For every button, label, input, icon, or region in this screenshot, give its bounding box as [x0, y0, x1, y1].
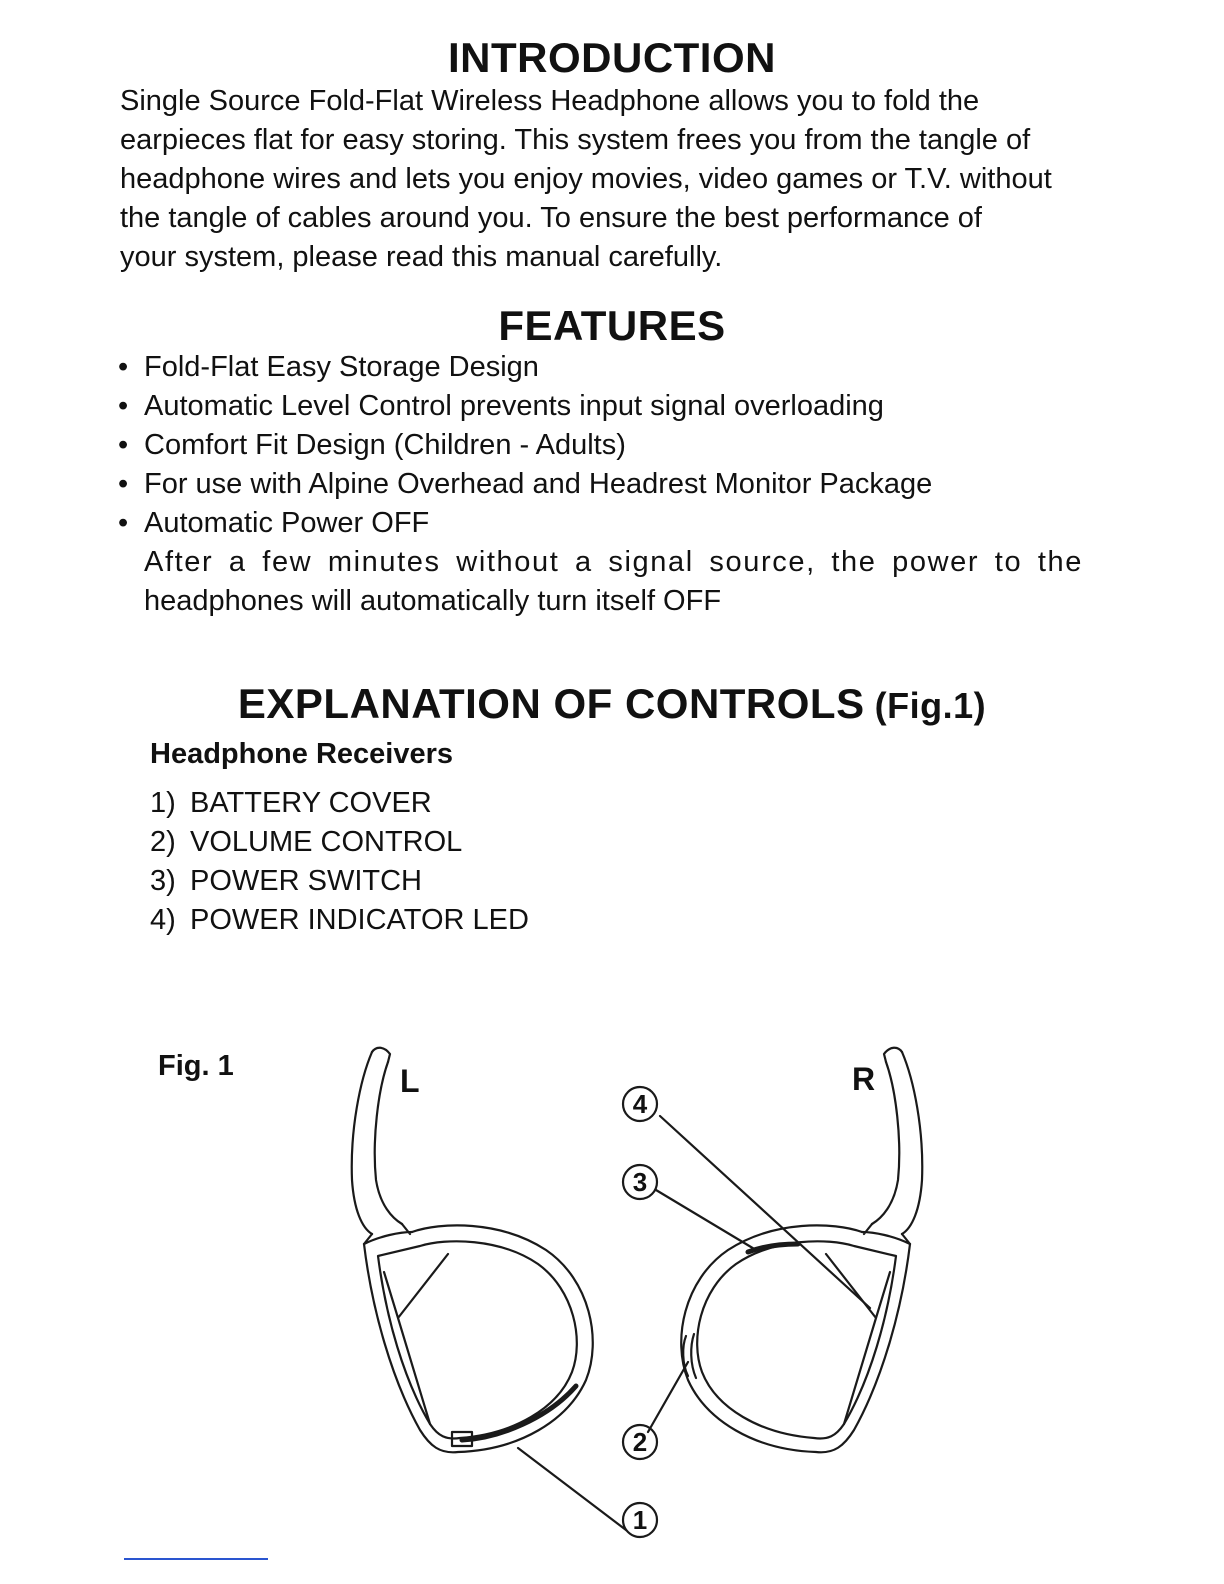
callout-2-leader	[648, 1362, 688, 1432]
control-number: 3)	[150, 865, 176, 897]
intro-line: Single Source Fold-Flat Wireless Headphone allows you to fold the	[120, 85, 980, 117]
callout-4-number: 4	[632, 1089, 648, 1119]
right-headband-arm	[902, 1052, 922, 1234]
intro-line: earpieces flat for easy storing. This system frees you from the tangle of	[120, 124, 1031, 156]
feature-text: Comfort Fit Design (Children - Adults)	[144, 429, 626, 461]
feature-text: Fold-Flat Easy Storage Design	[144, 351, 539, 383]
callout-1-number: 1	[632, 1505, 648, 1535]
controls-fig-ref: (Fig.1)	[874, 685, 987, 726]
right-volume-control	[683, 1334, 696, 1378]
feature-text: For use with Alpine Overhead and Headrest Monitor Package	[144, 468, 933, 500]
bullet-icon: •	[118, 468, 129, 500]
right-side-marker: R	[852, 1061, 876, 1097]
control-label: BATTERY COVER	[190, 787, 432, 819]
feature-text: Automatic Power OFF	[144, 507, 430, 539]
callout-3-leader	[656, 1190, 756, 1250]
intro-line: the tangle of cables around you. To ensure the best performance of	[120, 202, 982, 234]
control-number: 2)	[150, 826, 176, 858]
bullet-icon: •	[118, 507, 129, 539]
controls-title: EXPLANATION OF CONTROLS	[237, 680, 865, 727]
right-headband-tip	[884, 1048, 902, 1062]
introduction-heading: INTRODUCTION	[448, 34, 776, 81]
right-hinge	[862, 1224, 910, 1244]
control-label: POWER INDICATOR LED	[190, 904, 529, 936]
control-label: VOLUME CONTROL	[190, 826, 463, 858]
callout-1-leader	[518, 1448, 626, 1530]
left-side-marker: L	[400, 1063, 420, 1099]
control-number: 1)	[150, 787, 176, 819]
bullet-icon: •	[118, 429, 129, 461]
left-headphone-illustration	[352, 1048, 593, 1453]
intro-line: your system, please read this manual carefully.	[120, 241, 723, 273]
feature-text: Automatic Level Control prevents input signal overloading	[144, 390, 884, 422]
left-headband-tip	[372, 1048, 390, 1062]
power-off-note-line: headphones will automatically turn itself OFF	[144, 585, 722, 617]
right-headband-arm-inner	[872, 1062, 899, 1224]
callout-3-number: 3	[632, 1167, 648, 1197]
controls-subtitle: Headphone Receivers	[150, 738, 454, 770]
right-headphone-illustration	[681, 1048, 922, 1453]
control-number: 4)	[150, 904, 176, 936]
footer-rule	[124, 1558, 268, 1560]
control-label: POWER SWITCH	[190, 865, 422, 897]
left-headband-arm-inner	[375, 1062, 402, 1224]
intro-line: headphone wires and lets you enjoy movies, video games or T.V. without	[120, 163, 1052, 195]
left-earcup-body	[364, 1225, 593, 1452]
callout-2-number: 2	[632, 1427, 648, 1457]
power-off-note-line: After a few minutes without a signal source, the power to the	[144, 546, 1083, 578]
right-earcup-body	[681, 1225, 910, 1452]
bullet-icon: •	[118, 351, 129, 383]
figure-label: Fig. 1	[158, 1050, 234, 1082]
left-headband-arm	[352, 1052, 372, 1234]
features-heading: FEATURES	[498, 302, 726, 349]
right-earcup-ring	[697, 1241, 896, 1438]
left-hinge	[364, 1224, 412, 1244]
bullet-icon: •	[118, 390, 129, 422]
